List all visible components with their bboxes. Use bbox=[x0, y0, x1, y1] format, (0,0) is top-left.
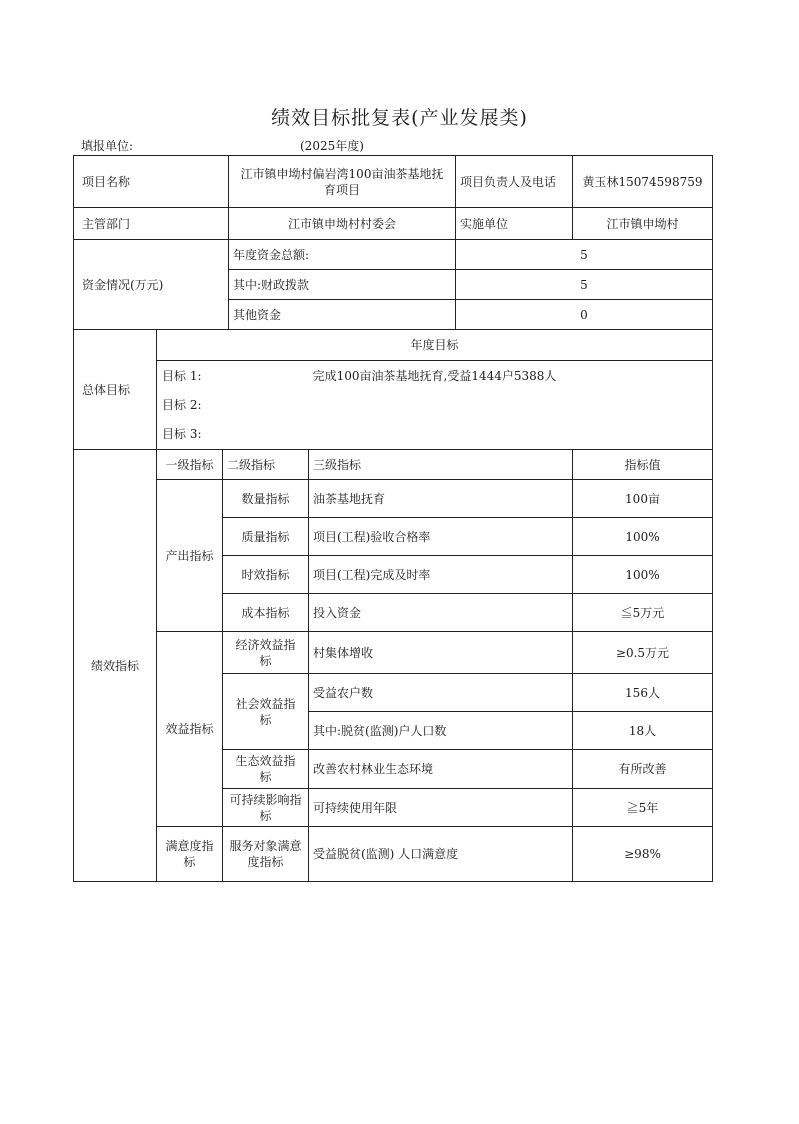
l2-service-satisfaction: 服务对象满意度指标 bbox=[222, 826, 309, 882]
goal3-label: 目标 3: bbox=[162, 427, 202, 441]
dept-value: 江市镇申坳村村委会 bbox=[228, 207, 456, 240]
l2-social: 社会效益指标 bbox=[222, 673, 309, 750]
dept-label: 主管部门 bbox=[73, 207, 229, 240]
impl-value: 江市镇申坳村 bbox=[572, 207, 713, 240]
value-completion-rate: 100% bbox=[572, 555, 713, 594]
year-label: (2025年度) bbox=[300, 139, 364, 153]
annual-goal-header: 年度目标 bbox=[156, 329, 713, 361]
value-ecology: 有所改善 bbox=[572, 749, 713, 789]
project-contact-label: 项目负责人及电话 bbox=[455, 155, 573, 208]
l3-collective-income: 村集体增收 bbox=[308, 631, 573, 674]
value-service-life: ≧5年 bbox=[572, 788, 713, 827]
l2-sustainability: 可持续影响指标 bbox=[222, 788, 309, 827]
overall-goal-label: 总体目标 bbox=[73, 329, 157, 450]
l3-acceptance-rate: 项目(工程)验收合格率 bbox=[308, 517, 573, 556]
goal2-label: 目标 2: bbox=[162, 398, 202, 412]
l3-ecology: 改善农村林业生态环境 bbox=[308, 749, 573, 789]
l2-cost: 成本指标 bbox=[222, 593, 309, 632]
perf-col4-header: 指标值 bbox=[572, 449, 713, 480]
l2-economic: 经济效益指标 bbox=[222, 631, 309, 674]
l3-tending: 油茶基地抚育 bbox=[308, 479, 573, 518]
l2-quality: 质量指标 bbox=[222, 517, 309, 556]
funds-other-label: 其他资金 bbox=[228, 299, 456, 330]
value-poverty-population: 18人 bbox=[572, 711, 713, 750]
funds-fiscal-value: 5 bbox=[455, 269, 713, 300]
goal1-value: 完成100亩油茶基地抚育,受益1444户5388人 bbox=[312, 369, 557, 383]
value-investment: ≦5万元 bbox=[572, 593, 713, 632]
l2-quantity: 数量指标 bbox=[222, 479, 309, 518]
perf-col2-header: 二级指标 bbox=[222, 449, 309, 480]
l3-satisfaction: 受益脱贫(监测) 人口满意度 bbox=[308, 826, 573, 882]
value-satisfaction: ≥98% bbox=[572, 826, 713, 882]
impl-label: 实施单位 bbox=[455, 207, 573, 240]
funds-other-value: 0 bbox=[455, 299, 713, 330]
perf-col1-header: 一级指标 bbox=[156, 449, 223, 480]
funds-total-label: 年度资金总额: bbox=[228, 239, 456, 270]
l3-investment: 投入资金 bbox=[308, 593, 573, 632]
reporting-unit-label: 填报单位: bbox=[81, 139, 134, 153]
l3-beneficiary-households: 受益农户数 bbox=[308, 673, 573, 712]
benefit-indicator-label: 效益指标 bbox=[156, 631, 223, 827]
output-indicator-label: 产出指标 bbox=[156, 479, 223, 632]
satisfaction-indicator-label: 满意度指标 bbox=[156, 826, 223, 882]
funds-fiscal-label: 其中:财政拨款 bbox=[228, 269, 456, 300]
value-acceptance-rate: 100% bbox=[572, 517, 713, 556]
l2-timeliness: 时效指标 bbox=[222, 555, 309, 594]
l2-ecological: 生态效益指标 bbox=[222, 749, 309, 789]
perf-col3-header: 三级指标 bbox=[308, 449, 573, 480]
value-beneficiary-households: 156人 bbox=[572, 673, 713, 712]
project-contact-value: 黄玉林15074598759 bbox=[572, 155, 713, 208]
goal1-label: 目标 1: bbox=[162, 369, 202, 383]
l3-service-life: 可持续使用年限 bbox=[308, 788, 573, 827]
l3-poverty-population: 其中:脱贫(监测)户人口数 bbox=[308, 711, 573, 750]
project-name-label: 项目名称 bbox=[73, 155, 229, 208]
perf-label: 绩效指标 bbox=[73, 449, 157, 882]
value-tending: 100亩 bbox=[572, 479, 713, 518]
value-collective-income: ≥0.5万元 bbox=[572, 631, 713, 674]
l3-completion-rate: 项目(工程)完成及时率 bbox=[308, 555, 573, 594]
funds-total-value: 5 bbox=[455, 239, 713, 270]
funds-label: 资金情况(万元) bbox=[73, 239, 229, 330]
page-title: 绩效目标批复表(产业发展类) bbox=[271, 107, 528, 129]
project-name-value: 江市镇申坳村偏岩湾100亩油茶基地抚育项目 bbox=[228, 155, 456, 208]
